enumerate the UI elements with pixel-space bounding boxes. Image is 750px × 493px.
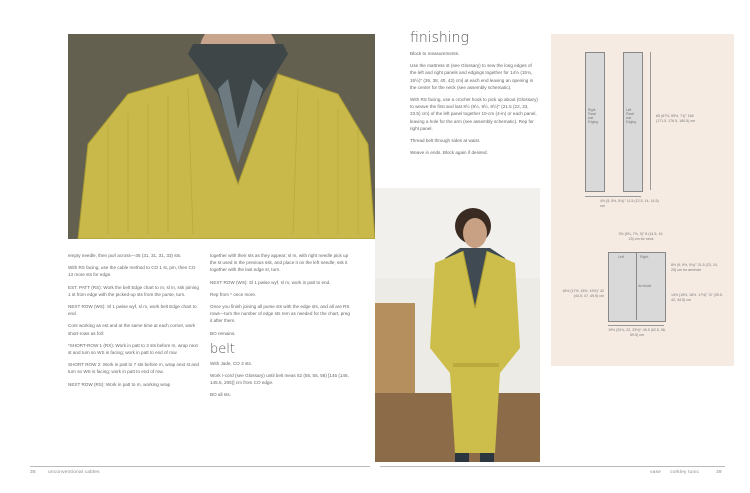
bottom-dimension-line: [608, 325, 664, 326]
right-running-title: corkley tunic: [670, 470, 700, 475]
bottom-dimension-label: 19½ (20¾, 22, 23½)" 49.5 (52.5, 56, 59.5) cm: [608, 328, 666, 337]
seam-right-label: Right: [640, 255, 649, 259]
left-panel-label: Left Panel and Edging: [626, 108, 636, 124]
para: SHORT ROW 2: Work in patt to 7 sts before m, wrap next st and turn so WS is facing; work in patt to end of row.: [68, 362, 199, 375]
para: With RS facing, use the cable method to CO 1 st, pm, then CO 13 more sts for edge.: [68, 265, 196, 278]
left-col-1: [68, 252, 200, 393]
body-dimension-label: 16½ (17½, 18½, 19½)" 42 (44.5, 47, 49.5) cm: [562, 289, 604, 298]
right-running-section: vase: [650, 470, 661, 475]
para: together with their sts as they appear; sl m, with right needle pick up the st used in the previous ssk, and place it on the left needle; ssk it together with the last edge st, turn.: [210, 253, 349, 273]
seam-left-label: Left: [618, 255, 624, 259]
para: Weave in ends. Block again if desired.: [410, 150, 488, 156]
model-image: [375, 188, 540, 462]
para: empty needle, then purl across—35 (31, 31, 31, 33) sts.: [68, 253, 182, 258]
left-col-2: [210, 252, 350, 404]
para: BO remains.: [210, 330, 236, 336]
height-dimension-label: 65 (67½, 69½, 71)" 165 (171.5, 176.5, 180.5) cm: [656, 114, 696, 123]
para: Once you finish joining all purse sts with the edge sts, and all are RS rows—turn the number of edge sts rem as needed for the chart, preg it after them.: [210, 304, 350, 324]
para: With Jade, CO 3 sts.: [210, 360, 253, 366]
model-photo: [375, 188, 540, 462]
sweater-closeup-photo: [68, 34, 375, 239]
para: Thread belt through sides at waist.: [410, 138, 481, 144]
para: Rep from * once more.: [210, 291, 257, 297]
finishing-text: [410, 50, 538, 161]
left-footer-rule: [30, 466, 370, 467]
right-footer-rule: [380, 466, 725, 467]
para: EST. PATT (RS): Work the belt Edge chart to m, sl m, ssk joining 1 st from edge with the picked-up sts from the purse, turn.: [68, 284, 199, 297]
para: Use the mattress st (see Glossary) to sew the long edges of the left and right panels and edgings together for 14½ (15¾, 15½)" (36, 38, 40, 42) cm] at each end leaving an opening in the center for the neck (see assembly schematic).: [410, 63, 534, 90]
para: NEXT ROW (WS): Sl 1 pwise wyf, sl m, work in patt to end.: [210, 279, 331, 285]
para: Block to measurements.: [410, 51, 460, 56]
height-dimension-line: [650, 52, 651, 190]
para: Work I-cord (see Glossary) until belt meas 52 (55, 55, 58) [145 (145, 145.5, 205)] cm from CO edge.: [210, 373, 349, 386]
sweater-closeup-image: [68, 34, 375, 239]
para: Cont working as est and at the same time at each corner, work short-rows as foll:: [68, 323, 196, 336]
finishing-heading: finishing: [410, 30, 469, 46]
panel-width-dimension-label: 14½ (15½, 16½, 17½)" 37 (39.5, 42, 44.5) cm: [671, 293, 723, 302]
para: NEXT ROW (WS): Sl 1 pwise wyf, sl m, work belt Edge chart to end.: [68, 304, 197, 317]
para: BO all sts.: [210, 392, 231, 398]
para: With RS facing, use a crochet hook to pick up about (Glossary) to weave the first and last 8½ (9½, 9½, 9½)" (21.5 (22, 23, 23.5) cm) of the left panel together 10-cm (4-in) or each panel, leaving a hole for the arm (see assembly schematic). Rep for right panel.: [410, 97, 538, 131]
width-dimension-label: 4½ (5, 5½, 5¾)" 11.5 (12.5, 14, 14.5) cm: [600, 199, 659, 208]
armhole-label: Armhole: [638, 284, 652, 288]
assembly-schematic: [608, 252, 666, 322]
left-page-number: 38: [30, 470, 36, 475]
center-seam: [636, 252, 637, 320]
right-panel-label: Right Panel and Edging: [588, 108, 598, 124]
para: *SHORT-ROW 1 (RS): Work in patt to 3 sts before m, wrap next st and turn so WS is facing; work in patt to end of row.: [68, 342, 198, 356]
right-page-number: 39: [716, 470, 722, 475]
left-running-title: unconventional cables: [48, 470, 100, 475]
neck-dimension-label: 3½ (5¾, 7½, 9)" 8 (14.5, 19, 23) cm for neck: [618, 232, 664, 241]
para: NEXT ROW (RS): Work in patt to m, working wrap: [68, 381, 171, 387]
armhole-dimension-label: 8½ (9, 9½, 9¾)" 21.5 (23, 24, 25) cm for armhole: [671, 263, 718, 272]
belt-heading: belt: [210, 341, 235, 357]
width-dimension-line: [585, 196, 641, 197]
